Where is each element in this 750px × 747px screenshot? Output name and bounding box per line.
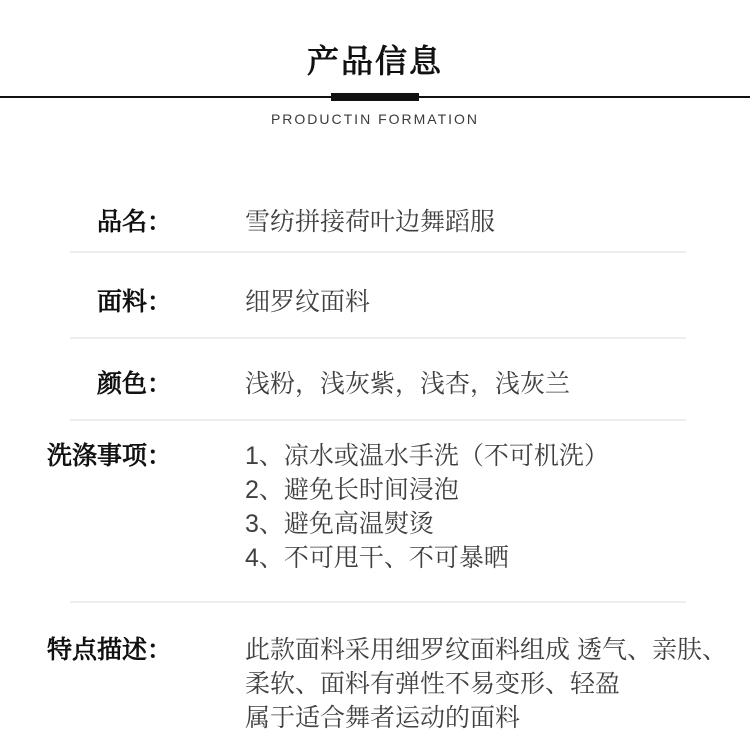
washing-step: 4、不可甩干、不可暴晒 (245, 544, 509, 572)
feature-line: 此款面料采用细罗纹面料组成 透气、亲肤、 (245, 636, 727, 664)
page-subtitle: PRODUCTIN FORMATION (270, 111, 480, 127)
washing-step: 3、避免高温熨烫 (245, 510, 434, 538)
field-value-fabric: 细罗纹面料 (245, 288, 371, 316)
info-row-features (0, 603, 750, 735)
field-label-color: 颜色： (96, 370, 172, 398)
page-title: 产品信息 (306, 43, 443, 79)
field-value-features (245, 633, 727, 735)
info-list (0, 127, 750, 735)
washing-step: 1、凉水或温水手洗（不可机洗） (245, 442, 609, 470)
washing-step: 2、避免长时间浸泡 (245, 476, 459, 504)
field-value-washing (245, 439, 609, 575)
header-rule (0, 93, 750, 101)
info-row-washing (0, 421, 750, 601)
field-label-features: 特点描述： (46, 636, 172, 664)
field-label-washing: 洗涤事项： (46, 442, 172, 470)
field-label-fabric: 面料： (96, 288, 172, 316)
field-value-color: 浅粉，浅灰紫，浅杏，浅灰兰 (245, 370, 571, 398)
field-value-product-name: 雪纺拼接荷叶边舞蹈服 (245, 208, 496, 236)
feature-line: 属于适合舞者运动的面料 (245, 704, 521, 732)
info-row-color (0, 339, 750, 419)
accent-bar (331, 93, 419, 101)
feature-line: 柔软、面料有弹性不易变形、轻盈 (245, 670, 621, 698)
field-label-product-name: 品名： (96, 208, 172, 236)
info-row-product-name (0, 127, 750, 251)
header (0, 0, 750, 127)
info-row-fabric (0, 253, 750, 337)
